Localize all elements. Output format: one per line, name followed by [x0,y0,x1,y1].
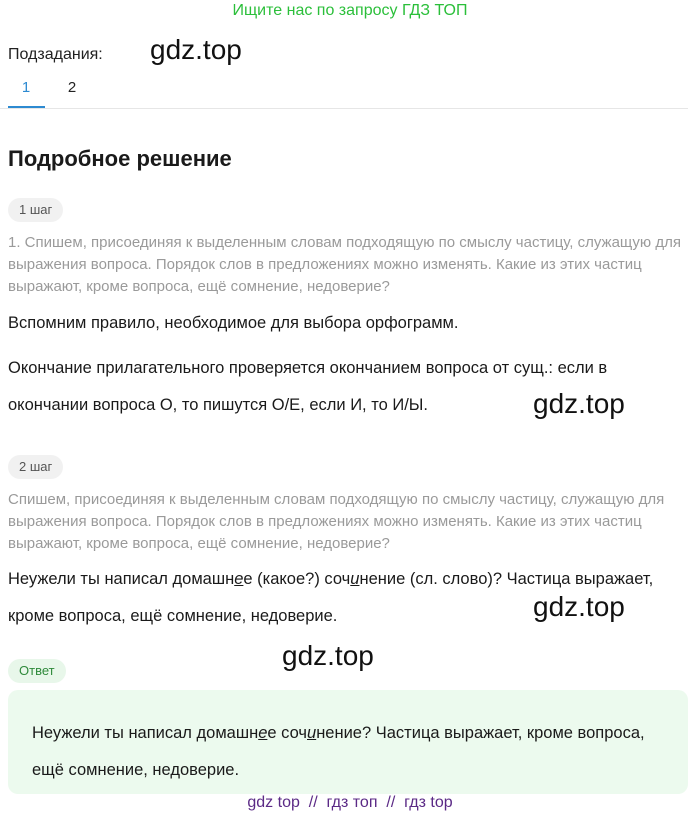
watermark: gdz.top [282,640,374,671]
sentence-part: нение (сл. слово)? Частица выражает, кроме вопроса, ещё сомнение, недоверие. [8,570,654,625]
watermark: gdz.top [150,34,242,65]
sentence-part: Неужели ты написал домашн [8,570,235,588]
underlined-letter: е [234,570,244,588]
rule-line: Вспомним правило, необходимое для выбора орфограмм. [8,314,459,332]
underlined-letter: и [307,724,317,742]
tabs-divider [0,108,688,109]
underlined-letter: е [258,724,268,742]
active-tab-indicator [8,106,45,108]
explanation-text: Окончание прилагательного проверяется окончанием вопроса от сущ.: если в окончании вопроса О, то пишутся О/Е, если И, то И/Ы. [8,359,608,414]
step-badge: 2 шаг [8,455,63,479]
answer-part: нение? Частица выражает, кроме вопроса, ещё сомнение, недоверие. [32,724,645,779]
tab-2[interactable]: 2 [67,79,77,96]
task-text: 1. Спишем, присоединяя к выделенным словам подходящую по смыслу частицу, служащую для выражения вопроса. Порядок слов в предложениях можно изменять. Какие из этих частиц выражают, кроме вопроса, ещё сомнение, недоверие? [8,234,681,295]
answer-text [32,715,672,789]
step-badge: 1 шаг [8,198,63,222]
subtasks-label: Подзадания: [8,46,103,63]
watermark: gdz.top [533,591,625,622]
watermark: gdz.top [533,388,625,419]
search-banner: Ищите нас по запросу ГДЗ ТОП [232,2,468,19]
underlined-letter: и [350,570,360,588]
answer-part: е соч [267,724,307,742]
answer-badge: Ответ [8,659,66,683]
footer-links[interactable]: gdz top // гдз топ // гдз top [247,794,453,811]
task-text: Спишем, присоединяя к выделенным словам подходящую по смыслу частицу, служащую для выражения вопроса. Порядок слов в предложениях можно изменять. Какие из этих частиц выражают, кроме вопроса, ещё сомнение, недоверие? [8,491,665,552]
sentence-part: е (какое?) соч [243,570,351,588]
tab-1[interactable]: 1 [21,79,31,96]
answer-part: Неужели ты написал домашн [32,724,259,742]
section-title: Подробное решение [8,146,232,171]
